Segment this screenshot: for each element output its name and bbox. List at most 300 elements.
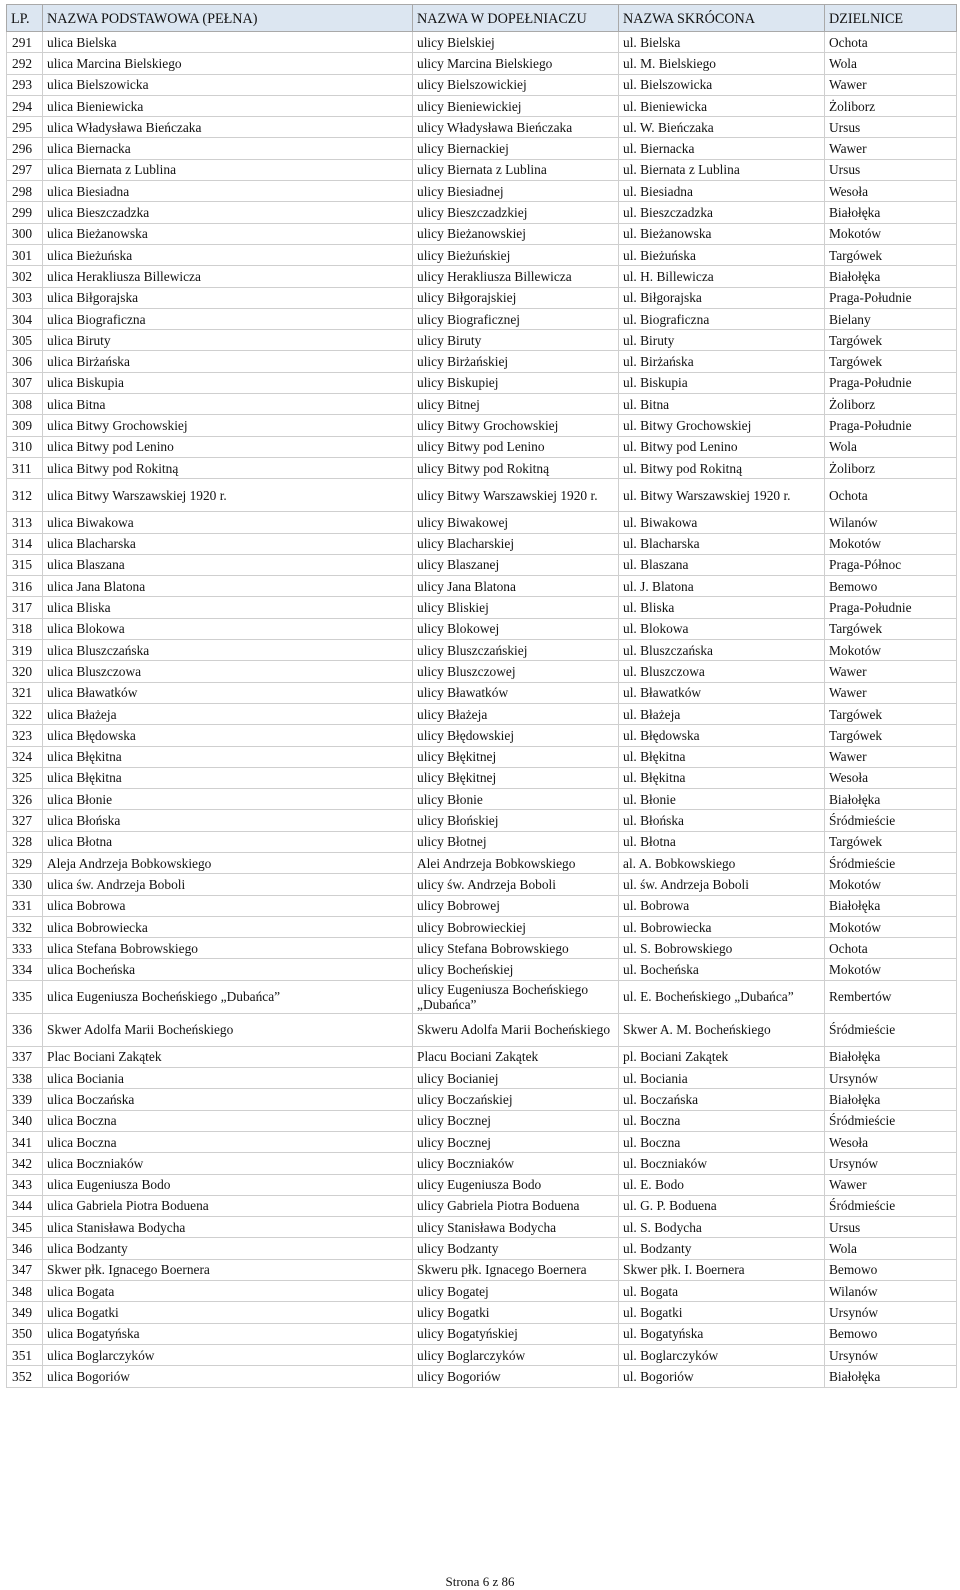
cell-genitive-name: ulicy Herakliusza Billewicza: [413, 266, 619, 287]
table-row: [7, 789, 957, 810]
cell-full-name: ulica Boczniaków: [43, 1153, 413, 1174]
table-row: [7, 1068, 957, 1089]
cell-lp: 323: [7, 725, 43, 746]
table-row: [7, 810, 957, 831]
cell-short-name: ul. św. Andrzeja Boboli: [619, 874, 825, 895]
cell-short-name: ul. Błękitna: [619, 767, 825, 788]
cell-full-name: ulica Bluszczowa: [43, 661, 413, 682]
cell-short-name: pl. Bociani Zakątek: [619, 1046, 825, 1067]
cell-lp: 340: [7, 1110, 43, 1131]
cell-full-name: ulica Blokowa: [43, 618, 413, 639]
cell-full-name: ulica Stanisława Bodycha: [43, 1217, 413, 1238]
cell-district: Mokotów: [825, 533, 957, 554]
cell-full-name: ulica Bobrowiecka: [43, 916, 413, 937]
cell-lp: 351: [7, 1344, 43, 1365]
table-row: [7, 266, 957, 287]
table-row: [7, 479, 957, 512]
cell-genitive-name: ulicy Bogoriów: [413, 1366, 619, 1387]
cell-district: Wilanów: [825, 1281, 957, 1302]
cell-full-name: ulica Bitwy Warszawskiej 1920 r.: [43, 479, 413, 512]
cell-district: Ursynów: [825, 1153, 957, 1174]
cell-short-name: ul. E. Bocheńskiego „Dubańca”: [619, 980, 825, 1013]
cell-full-name: Skwer Adolfa Marii Bocheńskiego: [43, 1013, 413, 1046]
cell-lp: 331: [7, 895, 43, 916]
cell-short-name: ul. Boglarczyków: [619, 1344, 825, 1365]
table-row: [7, 1153, 957, 1174]
table-row: [7, 725, 957, 746]
cell-genitive-name: ulicy Władysława Bieńczaka: [413, 117, 619, 138]
cell-district: Bemowo: [825, 1323, 957, 1344]
cell-lp: 332: [7, 916, 43, 937]
cell-full-name: ulica Bitwy Grochowskiej: [43, 415, 413, 436]
table-row: [7, 1302, 957, 1323]
cell-lp: 346: [7, 1238, 43, 1259]
cell-short-name: ul. Błotna: [619, 831, 825, 852]
cell-full-name: ulica Biernata z Lublina: [43, 159, 413, 180]
cell-full-name: ulica Biwakowa: [43, 512, 413, 533]
cell-full-name: ulica Bielska: [43, 32, 413, 53]
cell-full-name: ulica Błońska: [43, 810, 413, 831]
cell-full-name: ulica Bociania: [43, 1068, 413, 1089]
cell-genitive-name: ulicy Bielszowickiej: [413, 74, 619, 95]
cell-genitive-name: ulicy Bocheńskiej: [413, 959, 619, 980]
cell-genitive-name: ulicy Blaszanej: [413, 554, 619, 575]
cell-genitive-name: ulicy Bogatej: [413, 1281, 619, 1302]
cell-lp: 313: [7, 512, 43, 533]
cell-short-name: ul. Bobrowa: [619, 895, 825, 916]
table-row: [7, 287, 957, 308]
cell-genitive-name: ulicy Biskupiej: [413, 372, 619, 393]
cell-full-name: ulica Bieżuńska: [43, 244, 413, 265]
cell-short-name: ul. E. Bodo: [619, 1174, 825, 1195]
cell-lp: 343: [7, 1174, 43, 1195]
table-row: [7, 1238, 957, 1259]
cell-lp: 320: [7, 661, 43, 682]
cell-full-name: ulica Bitna: [43, 394, 413, 415]
cell-genitive-name: ulicy Bluszczańskiej: [413, 640, 619, 661]
table-row: [7, 938, 957, 959]
table-row: [7, 1259, 957, 1280]
table-row: [7, 661, 957, 682]
cell-full-name: ulica Biłgorajska: [43, 287, 413, 308]
cell-short-name: ul. Biłgorajska: [619, 287, 825, 308]
cell-full-name: ulica Blacharska: [43, 533, 413, 554]
cell-district: Wawer: [825, 74, 957, 95]
cell-lp: 330: [7, 874, 43, 895]
cell-short-name: ul. Biograficzna: [619, 308, 825, 329]
table-row: [7, 1046, 957, 1067]
cell-genitive-name: ulicy Bocznej: [413, 1110, 619, 1131]
cell-lp: 337: [7, 1046, 43, 1067]
cell-district: Ursus: [825, 117, 957, 138]
cell-lp: 293: [7, 74, 43, 95]
table-row: [7, 223, 957, 244]
cell-lp: 308: [7, 394, 43, 415]
cell-lp: 326: [7, 789, 43, 810]
cell-full-name: ulica Bieszczadzka: [43, 202, 413, 223]
cell-short-name: ul. Biwakowa: [619, 512, 825, 533]
table-row: [7, 436, 957, 457]
cell-short-name: ul. Biskupia: [619, 372, 825, 393]
cell-district: Wola: [825, 1238, 957, 1259]
cell-full-name: ulica Biesiadna: [43, 181, 413, 202]
cell-short-name: ul. Biesiadna: [619, 181, 825, 202]
cell-district: Ursynów: [825, 1068, 957, 1089]
cell-short-name: ul. Blokowa: [619, 618, 825, 639]
cell-short-name: ul. Bobrowiecka: [619, 916, 825, 937]
cell-genitive-name: ulicy Błońskiej: [413, 810, 619, 831]
cell-genitive-name: ulicy Blokowej: [413, 618, 619, 639]
cell-short-name: ul. Blacharska: [619, 533, 825, 554]
cell-genitive-name: ulicy Błonie: [413, 789, 619, 810]
cell-full-name: ulica Błotna: [43, 831, 413, 852]
cell-district: Mokotów: [825, 916, 957, 937]
cell-lp: 336: [7, 1013, 43, 1046]
cell-lp: 329: [7, 852, 43, 873]
table-row: [7, 372, 957, 393]
cell-genitive-name: ulicy Biesiadnej: [413, 181, 619, 202]
cell-genitive-name: ulicy Bodzanty: [413, 1238, 619, 1259]
cell-lp: 352: [7, 1366, 43, 1387]
cell-district: Ursus: [825, 159, 957, 180]
cell-short-name: ul. Bodzanty: [619, 1238, 825, 1259]
cell-lp: 349: [7, 1302, 43, 1323]
cell-lp: 325: [7, 767, 43, 788]
cell-district: Wawer: [825, 138, 957, 159]
cell-short-name: ul. Boczańska: [619, 1089, 825, 1110]
table-row: [7, 533, 957, 554]
cell-district: Białołęka: [825, 1089, 957, 1110]
cell-full-name: ulica Błonie: [43, 789, 413, 810]
cell-lp: 296: [7, 138, 43, 159]
cell-district: Wola: [825, 53, 957, 74]
cell-short-name: ul. Bławatków: [619, 682, 825, 703]
cell-short-name: ul. Bogata: [619, 1281, 825, 1302]
cell-genitive-name: ulicy Biłgorajskiej: [413, 287, 619, 308]
table-row: [7, 1281, 957, 1302]
cell-genitive-name: ulicy Bitwy Warszawskiej 1920 r.: [413, 479, 619, 512]
table-row: [7, 159, 957, 180]
cell-lp: 333: [7, 938, 43, 959]
table-row: [7, 330, 957, 351]
cell-full-name: ulica Bitwy pod Lenino: [43, 436, 413, 457]
cell-genitive-name: ulicy Błotnej: [413, 831, 619, 852]
cell-lp: 338: [7, 1068, 43, 1089]
table-row: [7, 53, 957, 74]
cell-lp: 295: [7, 117, 43, 138]
table-row: [7, 1131, 957, 1152]
header-genitive-name: NAZWA W DOPEŁNIACZU: [413, 5, 619, 32]
cell-full-name: ulica Bodzanty: [43, 1238, 413, 1259]
cell-full-name: ulica Błędowska: [43, 725, 413, 746]
table-row: [7, 767, 957, 788]
cell-lp: 303: [7, 287, 43, 308]
cell-district: Ursynów: [825, 1302, 957, 1323]
table-row: [7, 32, 957, 53]
cell-genitive-name: Placu Bociani Zakątek: [413, 1046, 619, 1067]
cell-genitive-name: ulicy Blacharskiej: [413, 533, 619, 554]
cell-full-name: ulica Błękitna: [43, 746, 413, 767]
cell-district: Praga-Północ: [825, 554, 957, 575]
page-footer: Strona 6 z 86: [445, 1574, 515, 1589]
cell-short-name: ul. M. Bielskiego: [619, 53, 825, 74]
cell-district: Żoliborz: [825, 457, 957, 478]
cell-genitive-name: ulicy Jana Blatona: [413, 576, 619, 597]
table-row: [7, 202, 957, 223]
cell-lp: 321: [7, 682, 43, 703]
cell-short-name: ul. Bliska: [619, 597, 825, 618]
cell-short-name: ul. Błędowska: [619, 725, 825, 746]
cell-full-name: ulica Marcina Bielskiego: [43, 53, 413, 74]
cell-genitive-name: Alei Andrzeja Bobkowskiego: [413, 852, 619, 873]
header-row: [7, 5, 957, 32]
table-row: [7, 351, 957, 372]
cell-district: Praga-Południe: [825, 287, 957, 308]
cell-genitive-name: ulicy Biruty: [413, 330, 619, 351]
cell-genitive-name: ulicy Gabriela Piotra Boduena: [413, 1195, 619, 1216]
cell-full-name: ulica Bogoriów: [43, 1366, 413, 1387]
cell-district: Wola: [825, 436, 957, 457]
table-row: [7, 244, 957, 265]
cell-district: Białołęka: [825, 895, 957, 916]
cell-full-name: ulica Bieniewicka: [43, 95, 413, 116]
cell-full-name: ulica Biruty: [43, 330, 413, 351]
cell-full-name: ulica Bliska: [43, 597, 413, 618]
cell-genitive-name: ulicy Eugeniusza Bodo: [413, 1174, 619, 1195]
cell-genitive-name: ulicy Marcina Bielskiego: [413, 53, 619, 74]
cell-short-name: Skwer płk. I. Boernera: [619, 1259, 825, 1280]
table-row: [7, 576, 957, 597]
cell-short-name: ul. Bluszczowa: [619, 661, 825, 682]
cell-short-name: al. A. Bobkowskiego: [619, 852, 825, 873]
cell-lp: 302: [7, 266, 43, 287]
cell-genitive-name: ulicy Bławatków: [413, 682, 619, 703]
cell-short-name: ul. Błońska: [619, 810, 825, 831]
table-row: [7, 457, 957, 478]
cell-district: Mokotów: [825, 874, 957, 895]
cell-lp: 299: [7, 202, 43, 223]
cell-district: Białołęka: [825, 202, 957, 223]
table-row: [7, 1013, 957, 1046]
table-row: [7, 1366, 957, 1387]
table-row: [7, 308, 957, 329]
cell-genitive-name: ulicy Biograficznej: [413, 308, 619, 329]
cell-short-name: ul. Biruty: [619, 330, 825, 351]
cell-district: Białołęka: [825, 1046, 957, 1067]
cell-short-name: ul. Błonie: [619, 789, 825, 810]
cell-genitive-name: ulicy Boglarczyków: [413, 1344, 619, 1365]
cell-lp: 294: [7, 95, 43, 116]
table-row: [7, 831, 957, 852]
cell-district: Targówek: [825, 351, 957, 372]
cell-genitive-name: ulicy Bitnej: [413, 394, 619, 415]
cell-genitive-name: ulicy Bocznej: [413, 1131, 619, 1152]
cell-district: Bielany: [825, 308, 957, 329]
cell-lp: 306: [7, 351, 43, 372]
cell-genitive-name: ulicy Bieniewickiej: [413, 95, 619, 116]
cell-lp: 316: [7, 576, 43, 597]
cell-district: Targówek: [825, 831, 957, 852]
cell-full-name: ulica Bluszczańska: [43, 640, 413, 661]
cell-lp: 310: [7, 436, 43, 457]
cell-short-name: ul. Bielska: [619, 32, 825, 53]
cell-genitive-name: ulicy Eugeniusza Bocheńskiego „Dubańca”: [413, 980, 619, 1013]
cell-lp: 300: [7, 223, 43, 244]
cell-lp: 309: [7, 415, 43, 436]
cell-genitive-name: ulicy Stefana Bobrowskiego: [413, 938, 619, 959]
cell-district: Białołęka: [825, 1366, 957, 1387]
cell-full-name: ulica Gabriela Piotra Boduena: [43, 1195, 413, 1216]
cell-full-name: ulica Boczna: [43, 1110, 413, 1131]
table-row: [7, 138, 957, 159]
cell-genitive-name: ulicy Stanisława Bodycha: [413, 1217, 619, 1238]
cell-district: Ochota: [825, 938, 957, 959]
cell-lp: 348: [7, 1281, 43, 1302]
cell-district: Praga-Południe: [825, 597, 957, 618]
table-row: [7, 512, 957, 533]
cell-short-name: ul. Bogatki: [619, 1302, 825, 1323]
cell-short-name: ul. Bieniewicka: [619, 95, 825, 116]
cell-district: Wawer: [825, 1174, 957, 1195]
cell-genitive-name: ulicy Bluszczowej: [413, 661, 619, 682]
cell-full-name: ulica Jana Blatona: [43, 576, 413, 597]
cell-lp: 317: [7, 597, 43, 618]
cell-full-name: ulica Boczańska: [43, 1089, 413, 1110]
cell-district: Ochota: [825, 32, 957, 53]
cell-genitive-name: ulicy Bliskiej: [413, 597, 619, 618]
table-row: [7, 959, 957, 980]
cell-short-name: ul. Bogoriów: [619, 1366, 825, 1387]
cell-genitive-name: ulicy Bitwy pod Lenino: [413, 436, 619, 457]
cell-district: Praga-Południe: [825, 415, 957, 436]
cell-genitive-name: ulicy Biernata z Lublina: [413, 159, 619, 180]
cell-lp: 304: [7, 308, 43, 329]
cell-short-name: ul. Bitwy Grochowskiej: [619, 415, 825, 436]
cell-short-name: ul. G. P. Boduena: [619, 1195, 825, 1216]
table-header: [7, 5, 957, 32]
cell-short-name: ul. H. Billewicza: [619, 266, 825, 287]
table-row: [7, 895, 957, 916]
cell-district: Żoliborz: [825, 394, 957, 415]
cell-district: Mokotów: [825, 223, 957, 244]
cell-lp: 341: [7, 1131, 43, 1152]
cell-district: Wawer: [825, 661, 957, 682]
cell-genitive-name: ulicy Błękitnej: [413, 767, 619, 788]
cell-full-name: ulica Eugeniusza Bocheńskiego „Dubańca”: [43, 980, 413, 1013]
cell-short-name: ul. Boczniaków: [619, 1153, 825, 1174]
table-row: [7, 74, 957, 95]
cell-genitive-name: ulicy Boczańskiej: [413, 1089, 619, 1110]
cell-short-name: ul. Boczna: [619, 1131, 825, 1152]
cell-full-name: Skwer płk. Ignacego Boernera: [43, 1259, 413, 1280]
cell-district: Targówek: [825, 725, 957, 746]
cell-lp: 339: [7, 1089, 43, 1110]
cell-district: Śródmieście: [825, 810, 957, 831]
cell-district: Mokotów: [825, 640, 957, 661]
cell-genitive-name: ulicy Bielskiej: [413, 32, 619, 53]
cell-short-name: ul. S. Bodycha: [619, 1217, 825, 1238]
cell-short-name: Skwer A. M. Bocheńskiego: [619, 1013, 825, 1046]
cell-genitive-name: ulicy Błędowskiej: [413, 725, 619, 746]
cell-district: Wesoła: [825, 767, 957, 788]
cell-district: Targówek: [825, 618, 957, 639]
cell-short-name: ul. Bieżanowska: [619, 223, 825, 244]
cell-lp: 324: [7, 746, 43, 767]
table-row: [7, 117, 957, 138]
table-row: [7, 618, 957, 639]
cell-district: Białołęka: [825, 789, 957, 810]
cell-short-name: ul. Bieszczadzka: [619, 202, 825, 223]
table-row: [7, 1344, 957, 1365]
cell-lp: 297: [7, 159, 43, 180]
cell-genitive-name: ulicy Biwakowej: [413, 512, 619, 533]
cell-lp: 315: [7, 554, 43, 575]
cell-short-name: ul. Bitwy pod Rokitną: [619, 457, 825, 478]
table-row: [7, 554, 957, 575]
table-row: [7, 852, 957, 873]
table-row: [7, 415, 957, 436]
cell-full-name: Plac Bociani Zakątek: [43, 1046, 413, 1067]
cell-short-name: ul. Bitwy Warszawskiej 1920 r.: [619, 479, 825, 512]
cell-full-name: ulica Błękitna: [43, 767, 413, 788]
cell-full-name: ulica Władysława Bieńczaka: [43, 117, 413, 138]
cell-short-name: ul. Błękitna: [619, 746, 825, 767]
cell-lp: 318: [7, 618, 43, 639]
cell-short-name: ul. Bielszowicka: [619, 74, 825, 95]
table-row: [7, 181, 957, 202]
cell-short-name: ul. Birżańska: [619, 351, 825, 372]
table-row: [7, 640, 957, 661]
cell-lp: 344: [7, 1195, 43, 1216]
table-row: [7, 95, 957, 116]
cell-genitive-name: ulicy Boczniaków: [413, 1153, 619, 1174]
cell-genitive-name: ulicy Błękitnej: [413, 746, 619, 767]
cell-short-name: ul. Bieżuńska: [619, 244, 825, 265]
cell-short-name: ul. Bocheńska: [619, 959, 825, 980]
cell-lp: 322: [7, 703, 43, 724]
cell-district: Ochota: [825, 479, 957, 512]
table-row: [7, 703, 957, 724]
cell-district: Śródmieście: [825, 1195, 957, 1216]
cell-full-name: ulica Blaszana: [43, 554, 413, 575]
cell-district: Wawer: [825, 682, 957, 703]
cell-full-name: ulica Biskupia: [43, 372, 413, 393]
cell-district: Ursynów: [825, 1344, 957, 1365]
cell-full-name: ulica Birżańska: [43, 351, 413, 372]
cell-short-name: ul. Bogatyńska: [619, 1323, 825, 1344]
cell-district: Śródmieście: [825, 1110, 957, 1131]
header-lp: LP.: [7, 5, 43, 32]
cell-short-name: ul. Biernacka: [619, 138, 825, 159]
table-row: [7, 1195, 957, 1216]
cell-lp: 350: [7, 1323, 43, 1344]
table-row: [7, 980, 957, 1013]
header-district: DZIELNICE: [825, 5, 957, 32]
cell-district: Ursus: [825, 1217, 957, 1238]
cell-district: Bemowo: [825, 576, 957, 597]
cell-district: Wesoła: [825, 181, 957, 202]
cell-lp: 328: [7, 831, 43, 852]
cell-district: Wawer: [825, 746, 957, 767]
cell-short-name: ul. Blaszana: [619, 554, 825, 575]
cell-full-name: ulica Bogatki: [43, 1302, 413, 1323]
header-short-name: NAZWA SKRÓCONA: [619, 5, 825, 32]
cell-short-name: ul. Bitna: [619, 394, 825, 415]
cell-genitive-name: ulicy św. Andrzeja Boboli: [413, 874, 619, 895]
cell-district: Targówek: [825, 244, 957, 265]
cell-lp: 312: [7, 479, 43, 512]
cell-genitive-name: ulicy Błażeja: [413, 703, 619, 724]
